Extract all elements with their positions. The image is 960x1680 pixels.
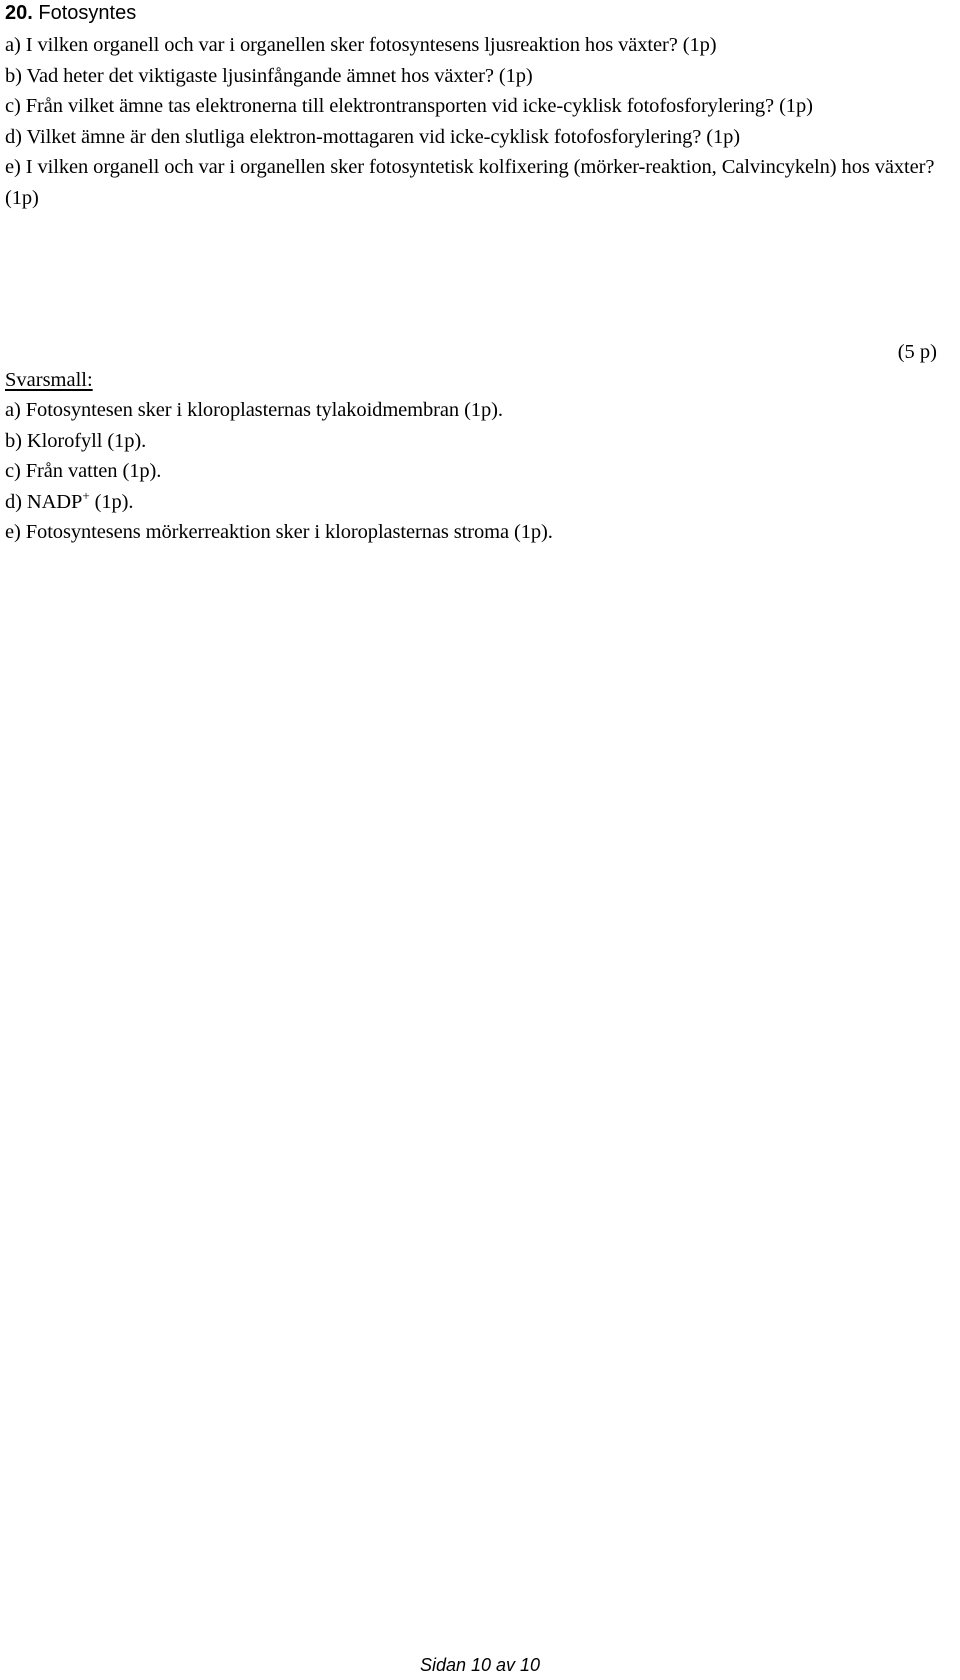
- answer-template-label: Svarsmall:: [5, 369, 93, 391]
- question-number: 20.: [5, 2, 33, 24]
- question-title: Fotosyntes: [38, 2, 137, 24]
- question-e: e) I vilken organell och var i organellen sker fotosyntetisk kolfixering (mörker-reaktion, Calvincykeln) hos växter? (1p): [5, 156, 935, 209]
- question-b: b) Vad heter det viktigaste ljusinfångande ämnet hos växter? (1p): [5, 64, 533, 87]
- total-points: (5 p): [897, 341, 937, 363]
- answer-c: c) Från vatten (1p).: [5, 460, 162, 482]
- answer-list: [5, 395, 553, 548]
- answer-d-superscript: +: [82, 487, 90, 503]
- document-page: [5, 0, 955, 213]
- question-a: a) I vilken organell och var i organellen sker fotosyntesens ljusreaktion hos växter? (1p): [5, 34, 717, 56]
- question-list: [5, 30, 955, 213]
- question-heading: [5, 1, 955, 25]
- answer-d: [5, 487, 553, 518]
- question-d: d) Vilket ämne är den slutliga elektron-mottagaren vid icke-cyklisk fotofosforylering? (1p): [5, 125, 741, 148]
- answer-e: e) Fotosyntesens mörkerreaktion sker i kloroplasternas stroma (1p).: [5, 521, 553, 543]
- answer-d-prefix: d) NADP: [5, 490, 83, 513]
- answer-a: a) Fotosyntesen sker i kloroplasternas tylakoidmembran (1p).: [5, 399, 503, 421]
- answer-b: b) Klorofyll (1p).: [5, 429, 147, 452]
- page-footer: Sidan 10 av 10: [419, 1655, 541, 1675]
- answer-d-suffix: (1p).: [89, 490, 134, 513]
- question-c: c) Från vilket ämne tas elektronerna till elektrontransporten vid icke-cyklisk fotofosforylering? (1p): [5, 95, 813, 117]
